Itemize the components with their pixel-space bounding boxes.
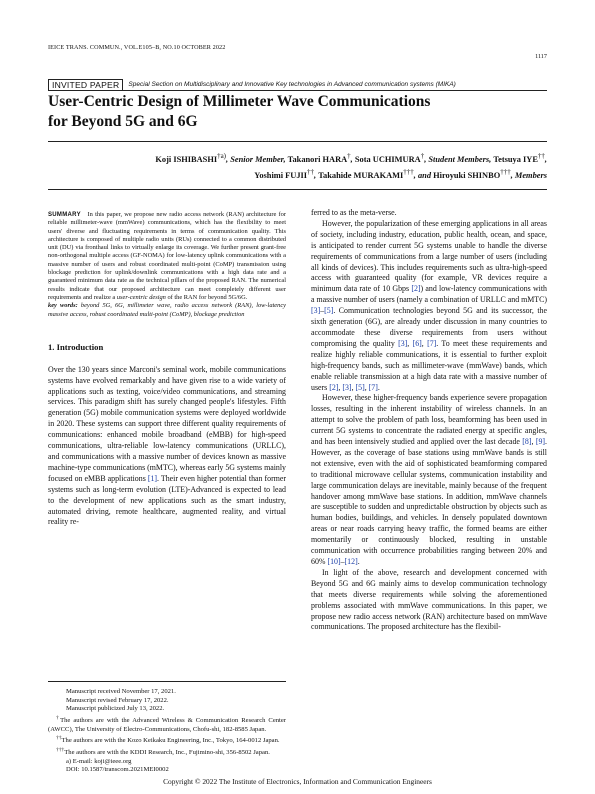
author-affiliation-mark: ††† [403, 168, 414, 177]
author-role: , [544, 154, 547, 164]
title-line-1: User-Centric Design of Millimeter Wave Communications [48, 93, 431, 110]
keywords [48, 302, 286, 319]
abstract [48, 211, 286, 302]
invited-paper-banner [48, 79, 547, 91]
affiliation-text: The authors are with the Advanced Wireless & Communication Research Center (AWCC), The University of Electro-Communications, Chofu-shi, 182-8585 Japan. [48, 716, 286, 733]
manuscript-revised: Manuscript revised February 17, 2022. [66, 696, 169, 704]
paper-title [48, 92, 548, 132]
author-name: Koji ISHIBASHI [155, 154, 218, 164]
author-role: , [314, 171, 319, 180]
author-role: , and [413, 171, 434, 180]
author-name: Sota UCHIMURA [354, 154, 421, 164]
author-affiliation-mark: †† [307, 168, 315, 177]
intro-paragraph-4: In light of the above, research and development concerned with Beyond 5G and 6G mainly aims to develop communication technology that meets diverse requirements while solving the aforementioned problems associated with mmWave communications. In this paper, we propose new radio access network (RAN) architecture based on mmWave communications. The proposed architecture has the flexibil- [311, 567, 547, 632]
footnote-mark: ††† [56, 746, 65, 753]
citation-link[interactable]: [5] [355, 382, 365, 392]
author-line-1 [48, 150, 547, 166]
citation-link[interactable]: [9] [535, 437, 546, 447]
abstract-label: SUMMARY [48, 212, 81, 218]
citation-link[interactable]: [7] [427, 338, 437, 348]
author-role: , Senior Member, [226, 154, 288, 164]
intro-p1-rest: . Their even higher potential than former systems such as long-term evolution (LTE)-Advanced is expected to lead to the development of new applications such as the smart industry, automated driving, remote healthcare, augmented reality, and virtual reality re- [48, 473, 286, 527]
citation-link[interactable]: [12] [344, 557, 358, 566]
citation-link[interactable]: [3] [311, 306, 321, 316]
footnotes [48, 681, 286, 775]
keywords-label: key words: [48, 302, 78, 310]
abstract-emphasis: user-centric design [116, 293, 166, 301]
author-name: Hiroyuki SHINBO [433, 171, 501, 180]
author-affiliation-mark: †a) [217, 152, 227, 160]
paragraph-text: . [357, 557, 360, 566]
intro-paragraph-1 [48, 365, 286, 529]
affiliation-text: The authors are with the KDDI Research, Inc., Fujimino-shi, 356-8502 Japan. [64, 749, 270, 757]
affiliation-footnote-3 [48, 746, 286, 758]
author-role: , Members [510, 171, 547, 180]
author-affiliation-mark: † [347, 152, 351, 160]
paragraph-text: , [338, 382, 343, 392]
paragraph-text: . [377, 382, 380, 392]
page-number: 1117 [535, 53, 547, 60]
author-role: , [350, 154, 355, 164]
paragraph-text: – [320, 306, 325, 316]
email-footnote: a) E-mail: koji@ieee.org [66, 757, 132, 765]
left-column [48, 211, 286, 528]
citation-link[interactable]: [8] [522, 437, 532, 447]
paragraph-text: . However, as the coverage of base stations using mmWave bands is still not extensive, even with the aid of sophisticated beamforming compared to traditional microwave cellular systems, communication instability and large communication delays are inevitable, mainly because of the frequent handover among mmWave base stations. In addition, mmWave channels are susceptible to sudden and unpredictable obstruction by objects such as human bodies, buildings, and vehicles. In densely populated downtown areas or near roads carrying heavy traffic, the formed beams are either momentarily or continuously blocked, resulting in unstable communication with occurrence probabilities ranging between 20% and 60% [311, 437, 547, 566]
author-name: Takahide MURAKAMI [318, 171, 404, 180]
author-affiliation-mark: ††† [500, 168, 511, 177]
author-list [48, 150, 547, 182]
author-name: Takanori HARA [287, 154, 348, 164]
paragraph-text: , [364, 382, 369, 392]
authors-divider [48, 189, 547, 190]
author-role: , Student Members, [424, 154, 494, 164]
intro-continuation: ferred to as the meta-verse. [311, 208, 397, 217]
affiliation-footnote-2 [48, 734, 286, 746]
manuscript-received: Manuscript received November 17, 2021. [66, 688, 176, 695]
special-section-label: Special Section on Multidisciplinary and Innovative Key technologies in Advanced communication systems (MIKA) [128, 81, 456, 88]
paragraph-text: . Communication technologies beyond 5G and its successor, the sixth generation (6G), are already under discussion in many countries to accommodate these diverse requirements from users without compromising the quality [311, 306, 547, 348]
keywords-text: beyond 5G, 6G, millimeter wave, radio access network (RAN), low-latency massive access, robust coordinated multi-point (CoMP), blockage prediction [48, 302, 287, 318]
title-divider [48, 141, 547, 142]
intro-p1-text: Over the 130 years since Marconi's seminal work, mobile communications systems have evolved remarkably and have given rise to a wide variety of applications such as texting, voice/video communications, and streaming services. This paradigm shift has surely changed people's lifestyles. Fifth generation (5G) mobile communication systems were deployed worldwide in 2020. These systems can support three different quality requirements of communications: enhanced mobile broadband (eMBB) for high-speed communications, ultra-reliable low-latency communications (URLLC), and communications with a massive number of devices known as massive machine-type communications (mMTC), whereas early 5G systems mainly focused on eMBB applications [48, 364, 286, 483]
citation-link[interactable]: [1] [147, 473, 158, 483]
author-name: Yoshimi FUJII [254, 171, 308, 180]
citation-link[interactable]: [5] [324, 306, 334, 316]
author-affiliation-mark: † [420, 152, 425, 160]
paragraph-text: , [407, 338, 413, 348]
manuscript-published: Manuscript publicized July 13, 2022. [66, 705, 165, 713]
paragraph-text: However, these higher-frequency bands experience severe propagation losses, resulting in the inherent instability of wireless channels. In an attempt to solve the problem of path loss, beamforming has been used in current 5G systems to concentrate the radiated energy at specific angles, and has been intensively studied and applied over the last decade [311, 393, 547, 447]
citation-link[interactable]: [3] [342, 382, 352, 392]
intro-paragraph-3 [311, 393, 547, 568]
author-line-2 [48, 166, 547, 182]
citation-link[interactable]: [2] [411, 284, 421, 294]
paragraph-text: , [421, 338, 428, 348]
footnote-mark: † [56, 714, 61, 721]
paragraph-text: – [340, 557, 345, 566]
affiliation-footnote-1 [48, 714, 286, 734]
citation-link[interactable]: [3] [398, 338, 408, 348]
doi-footnote: DOI: 10.1587/transcom.2021MEI0002 [66, 766, 169, 774]
right-column [311, 208, 547, 633]
citation-link[interactable]: [6] [412, 338, 422, 348]
abstract-text-b: of the RAN for beyond 5G/6G. [165, 293, 248, 301]
paragraph-text: . To meet these requirements and realize highly reliable communications, it is essential to further exploit high-frequency bands, such as millimeter-wave (mmWave) bands, which enable reliable transmission at a high data rate with a massive number of users [311, 338, 548, 392]
journal-header: IEICE TRANS. COMMUN., VOL.E105–B, NO.10 OCTOBER 2022 [48, 44, 226, 51]
paragraph-text: ) and low-latency communications with a massive number of users (namely a combination of URLLC and mMTC) [311, 284, 548, 305]
author-affiliation-mark: †† [537, 152, 545, 160]
footnote-mark: †† [56, 735, 62, 742]
citation-link[interactable]: [10] [327, 557, 341, 566]
citation-link[interactable]: [7] [368, 382, 378, 392]
section-heading-introduction: 1. Introduction [48, 341, 104, 352]
abstract-text-a: In this paper, we propose new radio access network (RAN) architecture for reliable millimeter-wave (mmWave) communications, which has the flexibility to meet users' diverse and fluctuating requirements in terms of communication quality. This architecture is composed of multiple radio units (RUs) connected to a common distributed unit (DU) via fronthaul links to virtually enlarge its coverage. We further present grant-free non-orthogonal multiple access (GF-NOMA) for low-latency uplink communications with a massive number of users and robust coordinated multi-point (CoMP) transmission using blockage prediction for uplink/downlink communications with a high data rate and a guaranteed minimum data rate as the technical pillars of the proposed RAN. The numerical results indicate that our proposed architecture can meet completely different user requirements and realize a [48, 211, 287, 301]
title-line-2: for Beyond 5G and 6G [48, 113, 198, 130]
intro-paragraph-2 [311, 219, 547, 394]
author-name: Tetsuya IYE [493, 154, 538, 164]
invited-paper-label: INVITED PAPER [48, 79, 123, 90]
affiliation-text: The authors are with the Kozo Keikaku Engineering, Inc., Tokyo, 164-0012 Japan. [61, 737, 280, 745]
paragraph-text: , [531, 437, 536, 447]
copyright-footer: Copyright © 2022 The Institute of Electronics, Information and Communication Engineers [163, 777, 432, 786]
paragraph-text: However, the popularization of these emerging applications in all areas of society, including industry, education, public health, ocean, and space, is anticipated to render current 5G systems unable to handle the diverse requirements of communications from a large number of users (including all kinds of devices). This includes requirements such as ultra-high-speed access with guaranteed quality (for example, VR devices require a minimum data rate of 10 Gbps [311, 218, 547, 294]
paragraph-text: , [351, 382, 356, 392]
citation-link[interactable]: [2] [329, 382, 339, 392]
